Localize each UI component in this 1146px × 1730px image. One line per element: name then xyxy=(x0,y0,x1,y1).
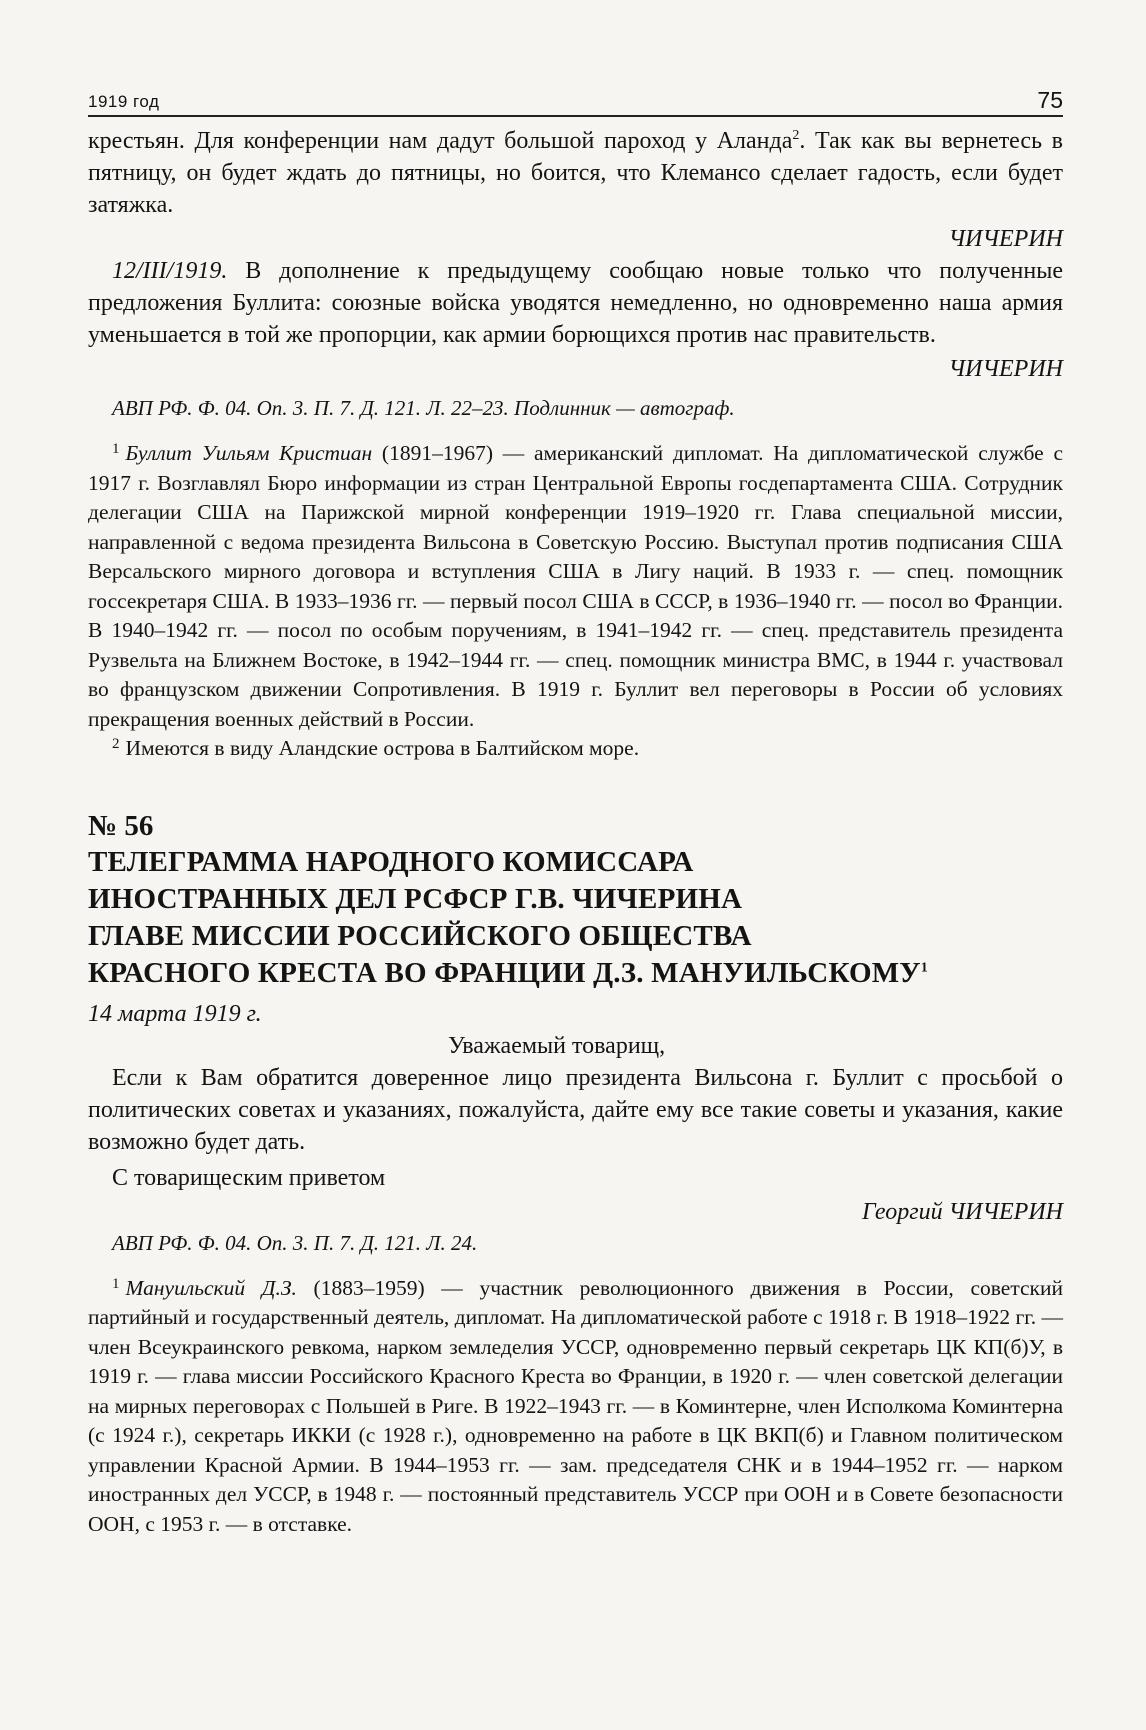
paragraph-date: 12/III/1919. xyxy=(112,258,228,284)
footnote-ref-1[interactable]: 1 xyxy=(920,959,928,975)
footnote-person-name: Буллит Уильям Кристиан xyxy=(125,441,373,465)
telegram-body: Если к Вам обратится доверенное лицо президента Вильсона г. Буллит с просьбой о политических советах и указаниях, пожалуйста, дайте ему все такие советы и указания, какие возможно будет дать. xyxy=(88,1064,1063,1155)
salutation: Уважаемый товарищ, xyxy=(448,1032,666,1059)
footnote-manuilsky: $^1$ Мануильский Д.З. (1883–1959) — участник революционного движения в России, советский партийный и государственный деятель, дипломат. На дипломатической работе с 1918 г. В 1918–1922 гг. — член Всеукраинского ревкома, нарком земледелия УССР, одновременно первый секретарь ЦК КП(б)У, в 1919 г. — глава миссии Российского Красного Креста во Франции, в 1920 г. — член советской делегации на мирных переговорах с Польшей в Риге. В 1922–1943 гг. — в Коминтерне, член Исполкома Коминтерна (с 1924 г.), секретарь ИККИ (с 1928 г.), одновременно на работе в ЦК ВКП(б) и Главном политическом управлении Красной Армии. В 1944–1953 гг. — зам. председателя СНК и в 1944–1952 гг. — нарком иностранных дел УССР, в 1948 г. — постоянный представитель УССР при ООН и в Совете безопасности ООН, с 1953 г. — в отставке. xyxy=(88,1275,1063,1536)
archive-source-1: АВП РФ. Ф. 04. Оп. 3. П. 7. Д. 121. Л. 22–23. Подлинник — автограф. xyxy=(112,396,735,420)
signature-georgy-chicherin: Георгий ЧИЧЕРИН xyxy=(861,1198,1063,1225)
page-number: 75 xyxy=(1037,87,1063,113)
archive-source-2: АВП РФ. Ф. 04. Оп. 3. П. 7. Д. 121. Л. 24. xyxy=(112,1230,478,1255)
footnote-mark: 2 xyxy=(112,736,120,752)
footnote-mark: 1 xyxy=(112,441,120,457)
title-line: ИНОСТРАННЫХ ДЕЛ РСФСР Г.В. ЧИЧЕРИНА xyxy=(88,882,743,915)
running-head-year: 1919 год xyxy=(88,92,160,111)
footnote-bullitt: $^1$ Буллит Уильям Кристиан (1891–1967) — американский дипломат. На дипломатической службе с 1917 г. Возглавлял Бюро информации из стран Центральной Европы госдепартамента США. Сотрудник делегации США на Парижской мирной конференции 1919–1920 гг. Глава специальной миссии, направленной с ведома президента Вильсона в Советскую Россию. Выступал против подписания США Версальского мирного договора и вступления США в Лигу наций. В 1933 г. — спец. помощник госсекретаря США. В 1933–1936 гг. — первый посол США в СССР, в 1936–1940 гг. — посол во Франции. В 1940–1942 гг. — посол по особым поручениям, в 1941–1942 гг. — спец. представитель президента Рузвельта на Ближнем Востоке, в 1942–1944 гг. — спец. помощник министра ВМС, в 1944 г. участвовал во французском движении Сопротивления. В 1919 г. Буллит вел переговоры в России об условиях прекращения военных действий в России. xyxy=(88,441,1063,731)
footnote-ref-2[interactable]: 2 xyxy=(792,128,800,143)
book-page xyxy=(88,82,1063,1539)
document-title xyxy=(88,844,1063,992)
title-line: ТЕЛЕГРАММА НАРОДНОГО КОМИССАРА xyxy=(88,845,694,878)
running-head xyxy=(88,82,1063,117)
footnote-aland: $^2$ Имеются в виду Аландские острова в Балтийском море. xyxy=(112,736,640,760)
letter-paragraph-2: 12/III/1919. В дополнение к предыдущему сообщаю новые только что полученные предложения Буллита: союзные войска уводятся немедленно, но одновременно наша армия уменьшается в той же пропорции, как армии борющихся против нас правительств. xyxy=(88,258,1063,348)
title-line: ГЛАВЕ МИССИИ РОССИЙСКОГО ОБЩЕСТВА xyxy=(88,919,752,952)
title-line: КРАСНОГО КРЕСТА ВО ФРАНЦИИ Д.З. МАНУИЛЬСКОМУ$^1$ xyxy=(88,956,928,989)
signature-chicherin-1: ЧИЧЕРИН xyxy=(948,226,1063,252)
document-date: 14 марта 1919 г. xyxy=(88,1000,262,1027)
signature-chicherin-2: ЧИЧЕРИН xyxy=(948,356,1063,382)
footnote-mark: 1 xyxy=(112,1275,120,1292)
letter-paragraph-1: крестьян. Для конференции нам дадут большой пароход у Аланда$^2$. Так как вы вернетесь в пятницу, он будет ждать до пятницы, но боится, что Клемансо сделает гадость, если будет затяжка. xyxy=(88,128,1063,218)
document-number: № 56 xyxy=(88,809,154,842)
footnote-person-name: Мануильский Д.З. xyxy=(125,1275,297,1300)
closing-phrase: С товарищеским приветом xyxy=(112,1164,386,1191)
